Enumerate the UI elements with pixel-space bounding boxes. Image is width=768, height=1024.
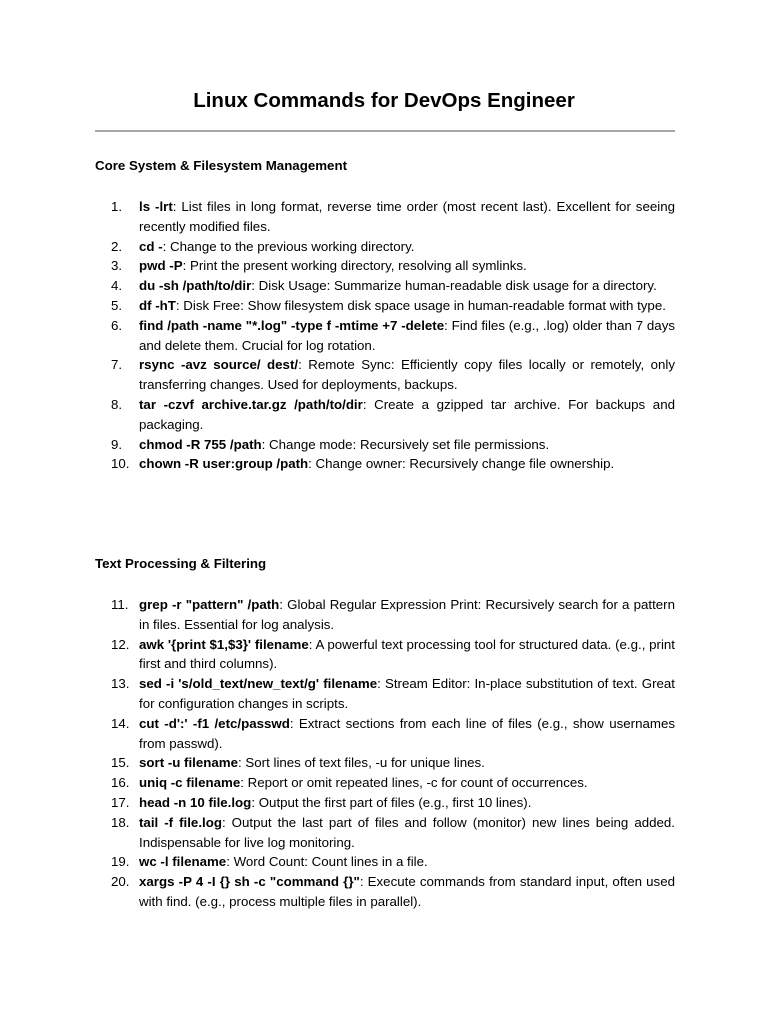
- command-name: cd -: [139, 238, 163, 254]
- list-item: [111, 316, 675, 356]
- list-item-number: 3.: [111, 258, 123, 274]
- list-item: [111, 635, 675, 675]
- command-description: : Disk Free: Show filesystem disk space usage in human-readable format with type.: [175, 297, 666, 313]
- list-item: [111, 674, 675, 714]
- list-item: [111, 753, 675, 773]
- list-item-number: 12.: [111, 636, 130, 652]
- list-item-number: 5.: [111, 297, 123, 313]
- command-description: : Stream Editor: In-place substitution of text. Great for configuration changes in scripts.: [139, 676, 675, 711]
- list-item-number: 17.: [111, 794, 130, 810]
- command-name: wc -l filename: [139, 854, 227, 870]
- document-title: Linux Commands for DevOps Engineer: [193, 89, 575, 112]
- list-item-number: 2.: [111, 238, 123, 254]
- list-item: [111, 595, 675, 635]
- command-name: tar -czvf archive.tar.gz /path/to/dir: [139, 396, 363, 412]
- list-item-number: 16.: [111, 775, 130, 791]
- command-description: : Word Count: Count lines in a file.: [226, 854, 428, 870]
- command-description: : Output the first part of files (e.g., first 10 lines).: [251, 794, 532, 810]
- list-item-number: 14.: [111, 715, 130, 731]
- command-description: : A powerful text processing tool for structured data. (e.g., print first and third columns).: [139, 636, 675, 672]
- command-description: : Print the present working directory, resolving all symlinks.: [182, 258, 527, 274]
- command-name: xargs -P 4 -I {} sh -c "command {}": [139, 874, 360, 890]
- command-description: : Remote Sync: Efficiently copy files locally or remotely, only transferring changes. Used for deployments, backups.: [139, 357, 676, 393]
- command-name: sed -i 's/old_text/new_text/g' filename: [139, 676, 378, 692]
- list-item-number: 8.: [111, 396, 123, 412]
- list-item: [111, 355, 676, 395]
- list-item: [111, 395, 675, 435]
- list-item: [111, 852, 675, 872]
- command-description: : Output the last part of files and follow (monitor) new lines being added. Indispensable for live log monitoring.: [139, 814, 676, 850]
- list-item: [111, 793, 675, 813]
- command-name: awk '{print $1,$3}' filename: [139, 636, 309, 652]
- list-item: [111, 435, 675, 455]
- command-description: : Create a gzipped tar archive. For backups and packaging.: [139, 396, 675, 432]
- list-item-number: 13.: [111, 676, 130, 692]
- command-name: rsync -avz source/ dest/: [139, 357, 299, 373]
- section-heading-core-system: Core System & Filesystem Management: [95, 158, 347, 173]
- command-description: : Extract sections from each line of files (e.g., show usernames from passwd).: [139, 715, 675, 751]
- section-heading-text-processing: Text Processing & Filtering: [95, 556, 267, 571]
- command-name: chmod -R 755 /path: [139, 436, 262, 452]
- command-list-core-system: [0, 197, 768, 474]
- list-item: [111, 197, 675, 237]
- list-item: [111, 872, 675, 912]
- title-divider: [95, 130, 675, 132]
- command-name: uniq -c filename: [139, 775, 241, 791]
- command-description: : Change mode: Recursively set file permissions.: [261, 436, 550, 452]
- list-item: [111, 813, 676, 853]
- list-item-number: 1.: [111, 199, 123, 214]
- command-name: sort -u filename: [139, 755, 239, 771]
- list-item: [111, 256, 675, 276]
- list-item: [111, 773, 675, 793]
- list-item-number: 19.: [111, 854, 130, 870]
- command-description: : Disk Usage: Summarize human-readable disk usage for a directory.: [251, 278, 657, 294]
- command-name: head -n 10 file.log: [139, 794, 252, 810]
- command-name: ls -lrt: [139, 199, 173, 214]
- command-description: : Global Regular Expression Print: Recursively search for a pattern in files. Essential for log analysis.: [139, 597, 675, 632]
- command-name: pwd -P: [139, 258, 183, 274]
- list-item-number: 15.: [111, 755, 130, 771]
- list-item-number: 6.: [111, 317, 123, 333]
- list-item-number: 7.: [111, 357, 123, 373]
- command-description: : Execute commands from standard input, often used with find. (e.g., process multiple files in parallel).: [139, 874, 675, 909]
- command-name: chown -R user:group /path: [139, 456, 309, 472]
- command-list-text-processing: [0, 595, 768, 912]
- command-name: find /path -name "*.log" -type f -mtime +7 -delete: [139, 317, 445, 333]
- list-item: [111, 237, 675, 257]
- command-description: : Report or omit repeated lines, -c for count of occurrences.: [240, 775, 588, 791]
- list-item: [111, 296, 675, 316]
- command-description: : Find files (e.g., .log) older than 7 days and delete them. Crucial for log rotation.: [139, 317, 675, 353]
- list-item-number: 18.: [111, 814, 130, 830]
- list-item-number: 4.: [111, 278, 123, 294]
- command-description: : Sort lines of text files, -u for unique lines.: [238, 755, 485, 771]
- command-name: grep -r "pattern" /path: [139, 597, 280, 612]
- list-item: [111, 276, 675, 296]
- command-name: du -sh /path/to/dir: [139, 278, 252, 294]
- command-description: : Change owner: Recursively change file ownership.: [308, 456, 615, 472]
- list-item-number: 10.: [111, 456, 130, 472]
- list-item: [111, 454, 675, 474]
- command-description: : List files in long format, reverse time order (most recent last). Excellent for seeing recently modified files.: [139, 199, 675, 234]
- list-item-number: 11.: [111, 597, 129, 612]
- command-name: tail -f file.log: [139, 814, 222, 830]
- command-name: df -hT: [139, 297, 176, 313]
- list-item-number: 20.: [111, 874, 130, 890]
- command-name: cut -d':' -f1 /etc/passwd: [139, 715, 290, 731]
- list-item-number: 9.: [111, 436, 123, 452]
- list-item: [111, 714, 675, 754]
- command-description: : Change to the previous working directory.: [162, 238, 415, 254]
